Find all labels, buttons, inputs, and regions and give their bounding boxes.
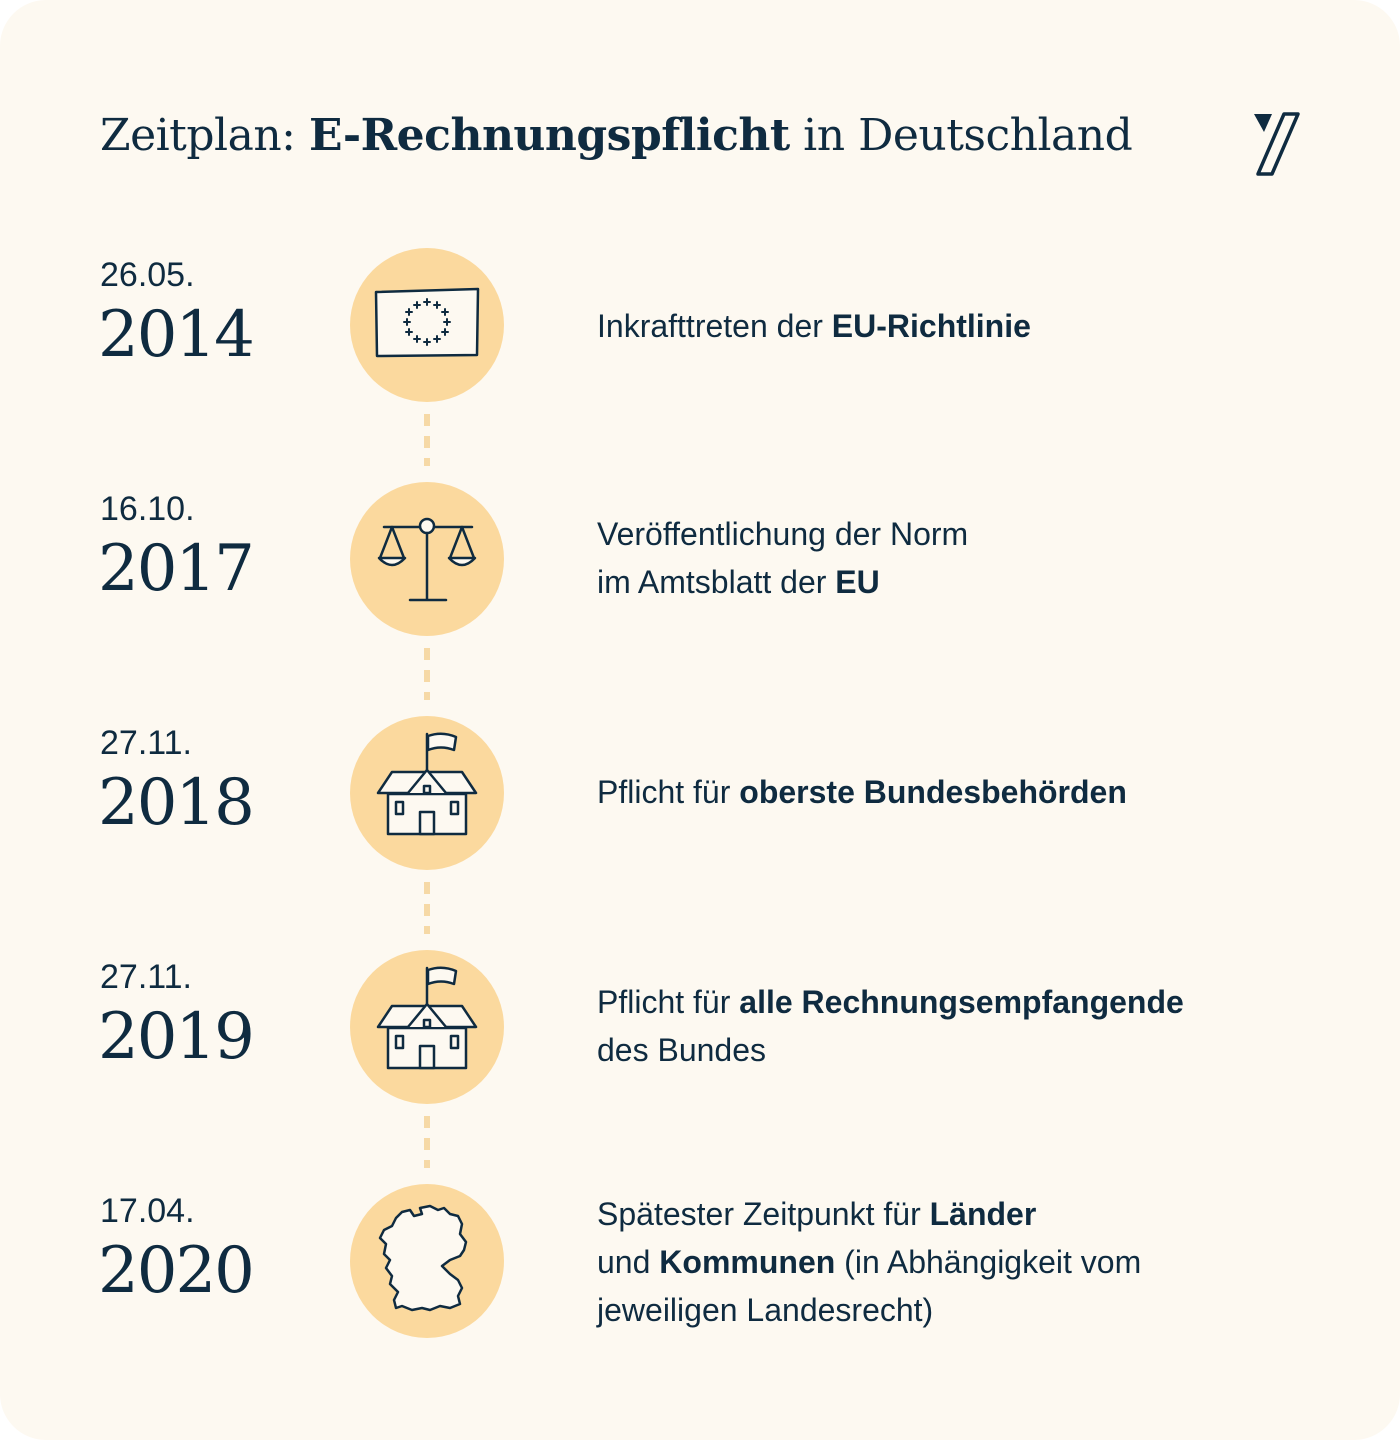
timeline-connector [424,882,430,934]
timeline-item [0,1182,1400,1342]
timeline-date: 17.04. [100,1192,195,1230]
description-bold-text: Länder [929,1196,1037,1232]
description-text: Pflicht für [597,774,740,810]
timeline-year: 2018 [98,766,253,840]
germany-map-icon [350,1184,504,1338]
scales-icon [350,482,504,636]
timeline-connector [424,648,430,700]
title-suffix: in Deutschland [789,110,1133,161]
timeline-icon-circle [350,716,504,870]
title-bold: E-Rechnungspflicht [308,110,790,161]
timeline-year: 2017 [98,532,253,606]
timeline-date: 27.11. [100,724,193,762]
government-building-icon [350,716,504,870]
timeline-year: 2020 [98,1234,253,1308]
timeline-year: 2014 [98,298,253,372]
timeline-item [0,948,1400,1108]
timeline-connector [424,1116,430,1168]
page-title [100,110,1132,161]
description-bold-text: Kommunen [659,1244,836,1280]
description-text: im Amtsblatt der [597,564,836,600]
timeline-item [0,714,1400,874]
eu-flag-icon [350,248,504,402]
description-text: und [597,1244,660,1280]
description-text: (in Abhängigkeit vom [835,1244,1142,1280]
description-text: jeweiligen Landesrecht) [597,1292,934,1328]
description-text: des Bundes [597,1032,767,1068]
description-bold-text: EU [835,564,880,600]
timeline-date: 26.05. [100,256,195,294]
timeline-date: 27.11. [100,958,193,996]
timeline-date: 16.10. [100,490,195,528]
timeline-description [597,1190,1141,1334]
description-text: Inkrafttreten der [597,308,832,344]
timeline-description [597,302,1031,350]
timeline-description [597,978,1184,1074]
government-building-icon [350,950,504,1104]
timeline-connector [424,414,430,466]
timeline-description [597,510,968,606]
title-prefix: Zeitplan: [100,110,309,161]
description-text: Pflicht für [597,984,740,1020]
timeline-description [597,768,1127,816]
timeline-icon-circle [350,248,504,402]
timeline-icon-circle [350,1184,504,1338]
timeline-item [0,480,1400,640]
timeline-icon-circle [350,950,504,1104]
description-bold-text: EU-Richtlinie [831,308,1031,344]
description-bold-text: alle Rechnungsempfangende [739,984,1184,1020]
description-text: Veröffentlichung der Norm [597,516,969,552]
description-text: Spätester Zeitpunkt für [597,1196,930,1232]
description-bold-text: oberste Bundesbehörden [739,774,1127,810]
timeline-year: 2019 [98,1000,253,1074]
brand-logo-icon [1250,112,1306,178]
timeline-icon-circle [350,482,504,636]
timeline-item [0,246,1400,406]
